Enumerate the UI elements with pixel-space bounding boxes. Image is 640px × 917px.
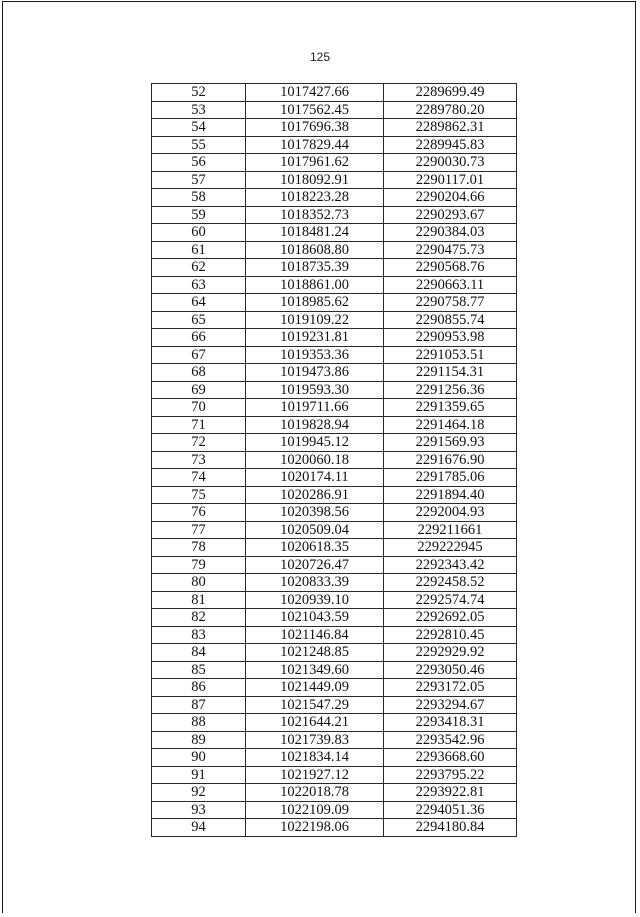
y-coordinate-cell: 2289699.49 bbox=[384, 84, 517, 102]
y-coordinate-cell: 2291785.06 bbox=[384, 469, 517, 487]
table-row bbox=[152, 206, 517, 224]
y-coordinate-cell: 2294051.36 bbox=[384, 801, 517, 819]
y-coordinate-cell: 2293922.81 bbox=[384, 784, 517, 802]
table-row bbox=[152, 399, 517, 417]
point-number-cell: 75 bbox=[152, 486, 246, 504]
point-number-cell: 70 bbox=[152, 399, 246, 417]
table-row bbox=[152, 434, 517, 452]
table-row bbox=[152, 486, 517, 504]
x-coordinate-cell: 1018861.00 bbox=[246, 276, 384, 294]
table-row bbox=[152, 731, 517, 749]
x-coordinate-cell: 1019711.66 bbox=[246, 399, 384, 417]
x-coordinate-cell: 1021739.83 bbox=[246, 731, 384, 749]
y-coordinate-cell: 2293418.31 bbox=[384, 714, 517, 732]
table-row bbox=[152, 329, 517, 347]
y-coordinate-cell: 2291464.18 bbox=[384, 416, 517, 434]
x-coordinate-cell: 1019353.36 bbox=[246, 346, 384, 364]
x-coordinate-cell: 1019828.94 bbox=[246, 416, 384, 434]
y-coordinate-cell: 2292810.45 bbox=[384, 626, 517, 644]
table-row bbox=[152, 119, 517, 137]
point-number-cell: 73 bbox=[152, 451, 246, 469]
y-coordinate-cell: 2290758.77 bbox=[384, 294, 517, 312]
y-coordinate-cell: 2292692.05 bbox=[384, 609, 517, 627]
x-coordinate-cell: 1018092.91 bbox=[246, 171, 384, 189]
y-coordinate-cell: 229211661 bbox=[384, 521, 517, 539]
x-coordinate-cell: 1017696.38 bbox=[246, 119, 384, 137]
point-number-cell: 56 bbox=[152, 154, 246, 172]
point-number-cell: 83 bbox=[152, 626, 246, 644]
x-coordinate-cell: 1019109.22 bbox=[246, 311, 384, 329]
point-number-cell: 71 bbox=[152, 416, 246, 434]
point-number-cell: 55 bbox=[152, 136, 246, 154]
point-number-cell: 81 bbox=[152, 591, 246, 609]
point-number-cell: 85 bbox=[152, 661, 246, 679]
table-row bbox=[152, 276, 517, 294]
y-coordinate-cell: 2292458.52 bbox=[384, 574, 517, 592]
x-coordinate-cell: 1017427.66 bbox=[246, 84, 384, 102]
table-row bbox=[152, 346, 517, 364]
table-row bbox=[152, 801, 517, 819]
y-coordinate-cell: 2294180.84 bbox=[384, 819, 517, 837]
coordinates-table-body bbox=[152, 84, 517, 837]
y-coordinate-cell: 2289862.31 bbox=[384, 119, 517, 137]
table-row bbox=[152, 469, 517, 487]
x-coordinate-cell: 1018481.24 bbox=[246, 224, 384, 242]
y-coordinate-cell: 2291894.40 bbox=[384, 486, 517, 504]
y-coordinate-cell: 2292574.74 bbox=[384, 591, 517, 609]
table-row bbox=[152, 154, 517, 172]
point-number-cell: 60 bbox=[152, 224, 246, 242]
y-coordinate-cell: 2290855.74 bbox=[384, 311, 517, 329]
x-coordinate-cell: 1018352.73 bbox=[246, 206, 384, 224]
x-coordinate-cell: 1020726.47 bbox=[246, 556, 384, 574]
x-coordinate-cell: 1021248.85 bbox=[246, 644, 384, 662]
x-coordinate-cell: 1022018.78 bbox=[246, 784, 384, 802]
page-number: 125 bbox=[309, 50, 331, 64]
y-coordinate-cell: 2293542.96 bbox=[384, 731, 517, 749]
table-row bbox=[152, 241, 517, 259]
table-row bbox=[152, 171, 517, 189]
x-coordinate-cell: 1020509.04 bbox=[246, 521, 384, 539]
table-row bbox=[152, 311, 517, 329]
point-number-cell: 89 bbox=[152, 731, 246, 749]
x-coordinate-cell: 1021644.21 bbox=[246, 714, 384, 732]
point-number-cell: 74 bbox=[152, 469, 246, 487]
y-coordinate-cell: 2290293.67 bbox=[384, 206, 517, 224]
point-number-cell: 78 bbox=[152, 539, 246, 557]
point-number-cell: 53 bbox=[152, 101, 246, 119]
y-coordinate-cell: 2290953.98 bbox=[384, 329, 517, 347]
table-row bbox=[152, 626, 517, 644]
y-coordinate-cell: 2291359.65 bbox=[384, 399, 517, 417]
point-number-cell: 80 bbox=[152, 574, 246, 592]
table-row bbox=[152, 521, 517, 539]
y-coordinate-cell: 2290475.73 bbox=[384, 241, 517, 259]
table-row bbox=[152, 294, 517, 312]
point-number-cell: 90 bbox=[152, 749, 246, 767]
x-coordinate-cell: 1020174.11 bbox=[246, 469, 384, 487]
table-row bbox=[152, 749, 517, 767]
point-number-cell: 86 bbox=[152, 679, 246, 697]
point-number-cell: 68 bbox=[152, 364, 246, 382]
point-number-cell: 93 bbox=[152, 801, 246, 819]
x-coordinate-cell: 1021349.60 bbox=[246, 661, 384, 679]
x-coordinate-cell: 1018608.80 bbox=[246, 241, 384, 259]
table-row bbox=[152, 84, 517, 102]
x-coordinate-cell: 1017829.44 bbox=[246, 136, 384, 154]
x-coordinate-cell: 1018985.62 bbox=[246, 294, 384, 312]
point-number-cell: 72 bbox=[152, 434, 246, 452]
x-coordinate-cell: 1017562.45 bbox=[246, 101, 384, 119]
x-coordinate-cell: 1020398.56 bbox=[246, 504, 384, 522]
x-coordinate-cell: 1022109.09 bbox=[246, 801, 384, 819]
point-number-cell: 62 bbox=[152, 259, 246, 277]
table-row bbox=[152, 644, 517, 662]
point-number-cell: 79 bbox=[152, 556, 246, 574]
y-coordinate-cell: 2290663.11 bbox=[384, 276, 517, 294]
point-number-cell: 52 bbox=[152, 84, 246, 102]
x-coordinate-cell: 1021146.84 bbox=[246, 626, 384, 644]
x-coordinate-cell: 1019231.81 bbox=[246, 329, 384, 347]
table-row bbox=[152, 679, 517, 697]
point-number-cell: 69 bbox=[152, 381, 246, 399]
table-row bbox=[152, 364, 517, 382]
point-number-cell: 84 bbox=[152, 644, 246, 662]
y-coordinate-cell: 2290384.03 bbox=[384, 224, 517, 242]
table-row bbox=[152, 784, 517, 802]
table-row bbox=[152, 714, 517, 732]
y-coordinate-cell: 2293050.46 bbox=[384, 661, 517, 679]
x-coordinate-cell: 1021834.14 bbox=[246, 749, 384, 767]
point-number-cell: 91 bbox=[152, 766, 246, 784]
x-coordinate-cell: 1020060.18 bbox=[246, 451, 384, 469]
x-coordinate-cell: 1021927.12 bbox=[246, 766, 384, 784]
x-coordinate-cell: 1021449.09 bbox=[246, 679, 384, 697]
x-coordinate-cell: 1019473.86 bbox=[246, 364, 384, 382]
x-coordinate-cell: 1020833.39 bbox=[246, 574, 384, 592]
table-row bbox=[152, 574, 517, 592]
point-number-cell: 77 bbox=[152, 521, 246, 539]
point-number-cell: 67 bbox=[152, 346, 246, 364]
point-number-cell: 87 bbox=[152, 696, 246, 714]
y-coordinate-cell: 2290568.76 bbox=[384, 259, 517, 277]
point-number-cell: 59 bbox=[152, 206, 246, 224]
x-coordinate-cell: 1021547.29 bbox=[246, 696, 384, 714]
point-number-cell: 82 bbox=[152, 609, 246, 627]
table-row bbox=[152, 661, 517, 679]
point-number-cell: 88 bbox=[152, 714, 246, 732]
point-number-cell: 64 bbox=[152, 294, 246, 312]
point-number-cell: 94 bbox=[152, 819, 246, 837]
y-coordinate-cell: 2292343.42 bbox=[384, 556, 517, 574]
table-row bbox=[152, 259, 517, 277]
table-row bbox=[152, 504, 517, 522]
point-number-cell: 63 bbox=[152, 276, 246, 294]
table-row bbox=[152, 539, 517, 557]
table-row bbox=[152, 224, 517, 242]
y-coordinate-cell: 2290204.66 bbox=[384, 189, 517, 207]
x-coordinate-cell: 1020286.91 bbox=[246, 486, 384, 504]
y-coordinate-cell: 2289945.83 bbox=[384, 136, 517, 154]
point-number-cell: 92 bbox=[152, 784, 246, 802]
y-coordinate-cell: 2292004.93 bbox=[384, 504, 517, 522]
y-coordinate-cell: 2291569.93 bbox=[384, 434, 517, 452]
y-coordinate-cell: 2293668.60 bbox=[384, 749, 517, 767]
y-coordinate-cell: 2291154.31 bbox=[384, 364, 517, 382]
x-coordinate-cell: 1017961.62 bbox=[246, 154, 384, 172]
y-coordinate-cell: 2293172.05 bbox=[384, 679, 517, 697]
table-row bbox=[152, 136, 517, 154]
y-coordinate-cell: 2291256.36 bbox=[384, 381, 517, 399]
y-coordinate-cell: 2290030.73 bbox=[384, 154, 517, 172]
point-number-cell: 57 bbox=[152, 171, 246, 189]
point-number-cell: 61 bbox=[152, 241, 246, 259]
y-coordinate-cell: 2293294.67 bbox=[384, 696, 517, 714]
y-coordinate-cell: 2291053.51 bbox=[384, 346, 517, 364]
point-number-cell: 76 bbox=[152, 504, 246, 522]
table-row bbox=[152, 101, 517, 119]
point-number-cell: 66 bbox=[152, 329, 246, 347]
y-coordinate-cell: 2290117.01 bbox=[384, 171, 517, 189]
point-number-cell: 58 bbox=[152, 189, 246, 207]
x-coordinate-cell: 1020618.35 bbox=[246, 539, 384, 557]
y-coordinate-cell: 2289780.20 bbox=[384, 101, 517, 119]
table-row bbox=[152, 556, 517, 574]
table-row bbox=[152, 609, 517, 627]
coordinates-table bbox=[151, 83, 517, 837]
point-number-cell: 65 bbox=[152, 311, 246, 329]
x-coordinate-cell: 1018735.39 bbox=[246, 259, 384, 277]
x-coordinate-cell: 1022198.06 bbox=[246, 819, 384, 837]
y-coordinate-cell: 229222945 bbox=[384, 539, 517, 557]
y-coordinate-cell: 2292929.92 bbox=[384, 644, 517, 662]
table-row bbox=[152, 189, 517, 207]
table-row bbox=[152, 819, 517, 837]
x-coordinate-cell: 1019945.12 bbox=[246, 434, 384, 452]
x-coordinate-cell: 1018223.28 bbox=[246, 189, 384, 207]
x-coordinate-cell: 1020939.10 bbox=[246, 591, 384, 609]
y-coordinate-cell: 2291676.90 bbox=[384, 451, 517, 469]
x-coordinate-cell: 1019593.30 bbox=[246, 381, 384, 399]
point-number-cell: 54 bbox=[152, 119, 246, 137]
table-row bbox=[152, 696, 517, 714]
table-row bbox=[152, 451, 517, 469]
y-coordinate-cell: 2293795.22 bbox=[384, 766, 517, 784]
table-row bbox=[152, 381, 517, 399]
table-row bbox=[152, 591, 517, 609]
table-row bbox=[152, 416, 517, 434]
x-coordinate-cell: 1021043.59 bbox=[246, 609, 384, 627]
table-row bbox=[152, 766, 517, 784]
